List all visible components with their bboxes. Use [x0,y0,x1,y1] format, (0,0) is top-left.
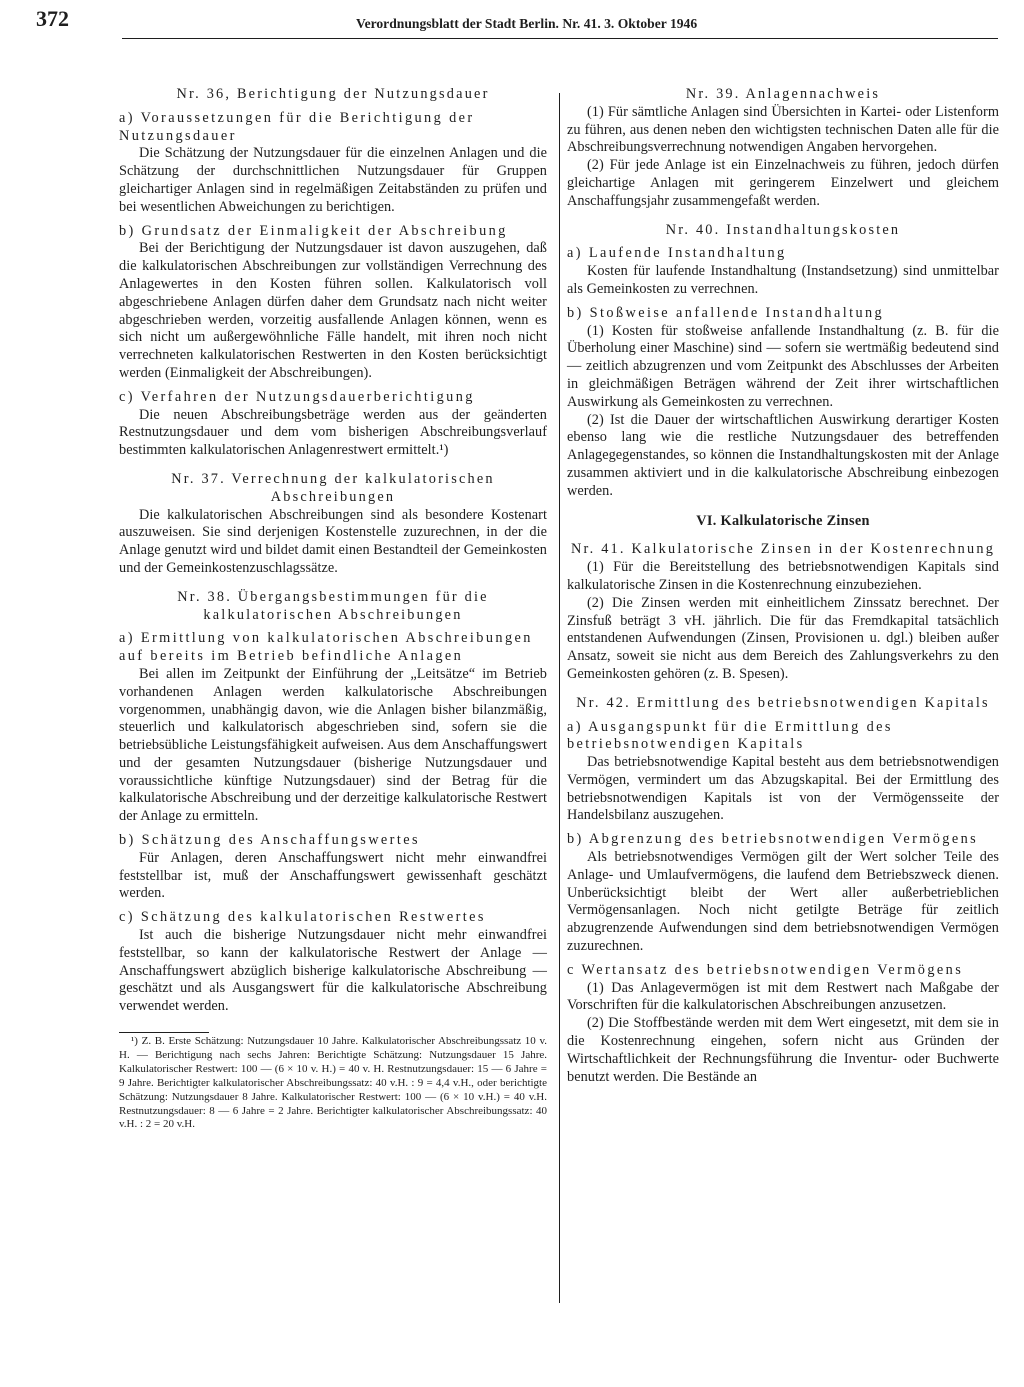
subsection-heading: c) Schätzung des kalkulatorischen Restwertes [119,909,486,926]
paragraph: Kosten für laufende Instandhaltung (Instandsetzung) sind unmittelbar als Gemeinkosten zu verrechnen. [567,263,999,297]
subsection-heading: a) Ermittlung von kalkulatorischen Abschreibungen auf bereits im Betrieb befindliche Anlagen [119,630,533,665]
paragraph: Ist auch die bisherige Nutzungsdauer nicht mehr einwandfrei feststellbar, so kann der kalkulatorische Restwert der Anlage — Anschaffungswert abzüglich bisherige kalkulatorische Abschreibung — geschätzt und als Ausgangswert für die kalkulatorische Abschreibung verwendet werden. [119,927,547,1015]
header-rule [122,38,998,39]
section-heading: Nr. 40. Instandhaltungskosten [665,221,901,238]
section-heading: Nr. 36, Berichtigung der Nutzungsdauer [176,86,490,102]
paragraph: Die kalkulatorischen Abschreibungen sind als besondere Kostenart auszuweisen. Sie sind derjenigen Kostenstelle zuzurechnen, in der die Anlage genutzt wird und bildet damit einen Bestandteil der Gemeinkosten und der Gemeinkostenzuschlagssätze. [119,506,547,576]
paragraph: (1) Das Anlagevermögen ist mit dem Restwert nach Maßgabe der Vorschriften für die kalkulatorischen Abschreibungen anzusetzen. [567,979,999,1014]
subsection-heading: b) Schätzung des Anschaffungswertes [119,832,420,849]
left-column [119,86,547,1132]
subsection-heading: b) Stoßweise anfallende Instandhaltung [567,304,885,321]
subsection-heading: b) Grundsatz der Einmaligkeit der Abschreibung [119,222,508,239]
paragraph: Die neuen Abschreibungsbeträge werden aus der geänderten Restnutzungsdauer und dem vom bisherigen Abschreibungsverlauf bestimmten kalkulatorischen Anlagenrestwert ermittelt.¹) [119,406,547,459]
column-divider [559,93,560,1303]
running-head: Verordnungsblatt der Stadt Berlin. Nr. 41. 3. Oktober 1946 [356,16,698,31]
paragraph: (2) Die Zinsen werden mit einheitlichem Zinssatz berechnet. Der Zinsfuß beträgt 3 vH. jährlich. Die für das Fremdkapital tatsächlich entstandenen Aufwendungen (Zinsen, Provisionen u. dgl.) bleiben außer Ansatz, soweit sie nicht aus dem Bereich des Zahlungsverkehrs zu den Gemeinkosten gehören (z. B. Spesen). [567,594,999,682]
paragraph: (1) Kosten für stoßweise anfallende Instandhaltung (z. B. für die Überholung einer Maschine) sind — sofern sie wertmäßig bedeutend sind — zeitlich abzugrenzen und vom Zeitpunkt des Abschlusses der Arbeiten in gleichmäßigen Beträgen während der Zeit ihrer wirtschaftlichen Auswirkung als Gemeinkosten zu verrechnen. [567,322,999,410]
footnote: ¹) Z. B. Erste Schätzung: Nutzungsdauer 10 Jahre. Kalkulatorischer Abschreibungssatz 10 v. H. — Berichtigung nach sechs Jahren: Berichtigte Schätzung: Nutzungsdauer 15 Jahre. Kalkulatorischer Restwert: 100 — (6 × 10 v. H.) = 40 v. H. Restnutzungsdauer: 15 — 6 Jahre = 9 Jahre. Berichtigter kalkulatorischer Abschreibungssatz: 40 v.H. : 9 = 4,4 v.H., oder berichtigte Schätzung: Nutzungsdauer 8 Jahre. Kalkulatorischer Restwert: 100 — (6 × 10 v.H.) = 40 v.H. Restnutzungsdauer: 8 — 6 Jahre = 2 Jahre. Berichtigter kalkulatorischer Abschreibungssatz: 40 v.H. : 2 = 20 v.H. [119,1035,547,1131]
right-column [567,86,999,1086]
paragraph: (2) Die Stoffbestände werden mit dem Wert eingesetzt, mit dem sie in die Kostenrechnung eingehen, sofern nicht aus Gründen der Wirtschaftlichkeit der Rechnungsführung die Inventur- oder Buchwerte benutzt werden. Die Bestände an [567,1015,999,1085]
subsection-heading: b) Abgrenzung des betriebsnotwendigen Vermögens [567,831,979,848]
paragraph: (2) Für jede Anlage ist ein Einzelnachweis zu führen, jedoch dürfen gleichartige Anlagen mit geringerem Einzelwert und gleichem Anschaffungsjahr zusammengefaßt werden. [567,157,999,209]
part-heading: VI. Kalkulatorische Zinsen [696,512,870,529]
page-number: 372 [36,6,69,31]
paragraph: Das betriebsnotwendige Kapital besteht aus dem betriebsnotwendigen Vermögen, vermindert um das Abzugskapital. Bei der Ermittlung des betriebsnotwendigen Kapitals ist von der Vermögensseite der Handelsbilanz auszugehen. [567,754,999,824]
subsection-heading: a) Voraussetzungen für die Berichtigung der Nutzungsdauer [119,109,475,144]
footnote-rule [119,1032,209,1033]
section-heading: Nr. 41. Kalkulatorische Zinsen in der Kostenrechnung [570,541,996,558]
section-heading: Nr. 39. Anlagennachweis [685,86,881,102]
paragraph: (1) Für die Bereitstellung des betriebsnotwendigen Kapitals sind kalkulatorische Zinsen in die Kostenrechnung einzubeziehen. [567,559,999,593]
paragraph: (1) Für sämtliche Anlagen sind Übersichten in Kartei- oder Listenform zu führen, aus denen neben den wichtigsten technischen Daten alle für die Abschreibungsverrechnung notwendigen Angaben hervorgehen. [567,103,999,156]
paragraph: Die Schätzung der Nutzungsdauer für die einzelnen Anlagen und die Schätzung der durchschnittlichen Nutzungsdauer für Gruppen gleichartiger Anlagen sind in regelmäßigen Zeitabständen zu prüfen und bei wesentlichen Abweichungen zu berichtigen. [119,145,547,215]
section-heading: Nr. 38. Übergangsbestimmungen für die kalkulatorischen Abschreibungen [177,588,489,623]
paragraph: Als betriebsnotwendiges Vermögen gilt der Wert solcher Teile des Anlage- und Umlaufvermögens, die laufend dem Betriebszweck dienen. Unberücksichtigt bleibt der Wert aller außerbetrieblichen Vermögensanlagen. Noch nicht getilgte Beträge für zeitlich abzugrenzende Aufwendungen sind dem betriebsnotwendigen Vermögen zuzurechnen. [567,849,999,955]
subsection-heading: c Wertansatz des betriebsnotwendigen Vermögens [567,961,964,978]
paragraph: (2) Ist die Dauer der wirtschaftlichen Auswirkung derartiger Kosten ebenso lang wie die restliche Nutzungsdauer des betreffenden Anlagegegenstandes, so können die Instandhaltungskosten mit der Anlage zusammen aktiviert und in die kalkulatorische Abschreibung einbezogen werden. [567,411,999,499]
subsection-heading: c) Verfahren der Nutzungsdauerberichtigung [119,388,475,405]
paragraph: Für Anlagen, deren Anschaffungswert nicht mehr einwandfrei feststellbar ist, muß der Anschaffungswert gewissenhaft geschätzt werden. [119,849,547,902]
subsection-heading: a) Laufende Instandhaltung [567,245,787,262]
section-heading: Nr. 42. Ermittlung des betriebsnotwendigen Kapitals [576,694,990,711]
subsection-heading: a) Ausgangspunkt für die Ermittlung des betriebsnotwendigen Kapitals [567,718,893,753]
paragraph: Bei der Berichtigung der Nutzungsdauer ist davon auszugehen, daß die kalkulatorischen Abschreibungen zur vollständigen Verrechnung des Anlagewertes in den Kosten führen sollen. Kalkulatorisch voll abgeschriebene Anlagen dürfen daher dem Grundsatz nach nicht weiter abgeschrieben werden, vorzeitig ausfallende Anlagen können, wenn es sich nicht um außergewöhnliche Fälle handelt, mit ihren noch nicht verrechneten kalkulatorischen Restwerten in den Kosten berücksichtigt werden (Einmaligkeit der Abschreibungen). [119,240,547,381]
section-heading: Nr. 37. Verrechnung der kalkulatorischen Abschreibungen [171,470,495,505]
paragraph: Bei allen im Zeitpunkt der Einführung der „Leitsätze“ im Betrieb vorhandenen Anlagen werden kalkulatorische Abschreibungen vorgenommen, unabhängig davon, wie die Anlagen bisher bilanzmäßig, steuerlich und kalkulatorisch abgeschrieben sind, sofern sie die betriebsübliche Leistungsfähigkeit aufweisen. Aus dem Anschaffungswert und der gesamten Nutzungsdauer (bisherige Nutzungsdauer und voraussichtliche künftige Nutzungsdauer) sind der Betrag für die kalkulatorische Abschreibung und der derzeitige kalkulatorische Restwert der Anlage zu ermitteln. [119,665,547,825]
